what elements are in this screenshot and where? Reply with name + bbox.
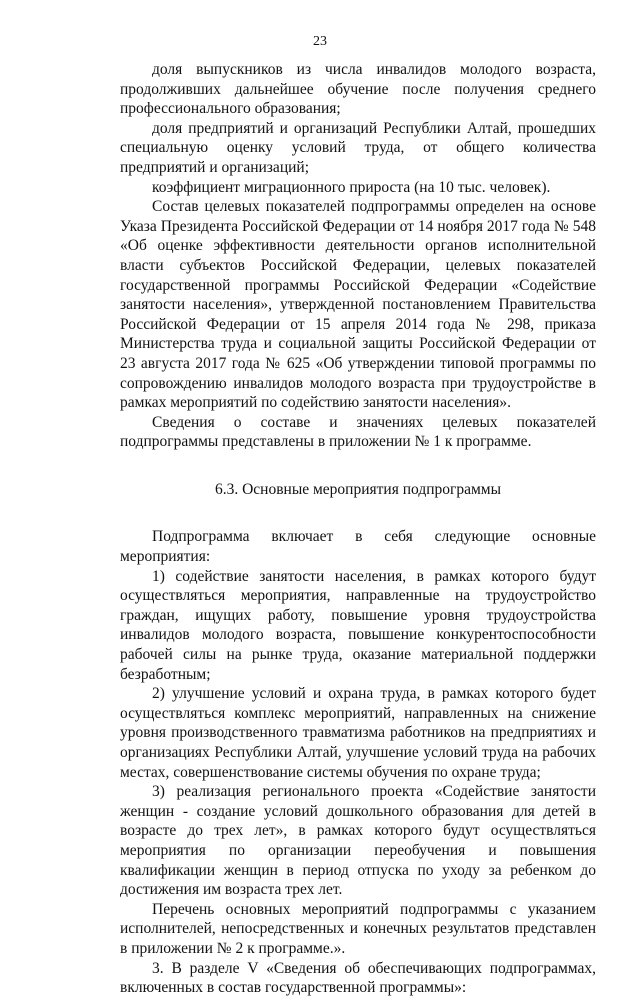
indicators-appendix-paragraph: Сведения о составе и значениях целевых показателей подпрограммы представлены в приложении № 1 к программе. (120, 413, 596, 451)
section-v-paragraph: 3. В разделе V «Сведения об обеспечивающих подпрограммах, включенных в состав государственной программы»: (120, 959, 596, 997)
indicator-graduates-paragraph: доля выпускников из числа инвалидов молодого возраста, продолживших дальнейшее обучение после получения среднего профессионального образования; (120, 61, 596, 118)
indicator-migration-paragraph: коэффициент миграционного прироста (на 10 тыс. человек). (152, 178, 551, 196)
activity-3-paragraph: 3) реализация регионального проекта «Содействие занятости женщин - создание условий дошкольного образования для детей в возрасте до трех лет», в рамках которого будут осуществляться мероприятия по организации переобучения и повышения квалификации женщин в период отпуска по уходу за ребенком до достижения им возраста трех лет. (120, 783, 596, 899)
indicators-basis-paragraph: Состав целевых показателей подпрограммы определен на основе Указа Президента Российской Федерации от 14 ноября 2017 года № 548 «Об оценке эффективности деятельности органов исполнительной власти субъектов Российской Федерации, целевых показателей государственной программы Российской Федерации «Содействие занятости населения», утвержденной постановлением Правительства Российской Федерации от 15 апреля 2014 года № 298, приказа Министерства труда и социальной защиты Российской Федерации от 23 августа 2017 года № 625 «Об утверждении типовой программы по сопровождению инвалидов молодого возраста при трудоустройстве в рамках мероприятий по содействию занятости населения». (120, 198, 596, 412)
activity-2-paragraph: 2) улучшение условий и охрана труда, в рамках которого будет осуществляться комплекс мероприятий, направленных на снижение уровня производственного травматизма работников на предприятиях и организациях Республики Алтай, улучшение условий труда на рабочих местах, совершенствование системы обучения по охране труда; (120, 685, 596, 781)
activity-1-paragraph: 1) содействие занятости населения, в рамках которого будут осуществляться мероприятия, направленные на трудоустройство граждан, ищущих работу, повышение уровня трудоустройства инвалидов молодого возраста, повышение конкурентоспособности рабочей силы на рынке труда, оказание материальной поддержки безработным; (120, 567, 596, 683)
activities-list-paragraph: Перечень основных мероприятий подпрограммы с указанием исполнителей, непосредственных и конечных результатов представлен в приложении № 2 к программе.». (120, 900, 596, 957)
document-body (120, 60, 596, 998)
indicator-enterprises-paragraph: доля предприятий и организаций Республики Алтай, прошедших специальную оценку условий труда, от общего количества предприятий и организаций; (120, 119, 596, 176)
section-heading: 6.3. Основные мероприятия подпрограммы (214, 480, 502, 498)
page-number: 23 (313, 34, 327, 49)
activities-intro-paragraph: Подпрограмма включает в себя следующие основные мероприятия: (120, 528, 596, 566)
